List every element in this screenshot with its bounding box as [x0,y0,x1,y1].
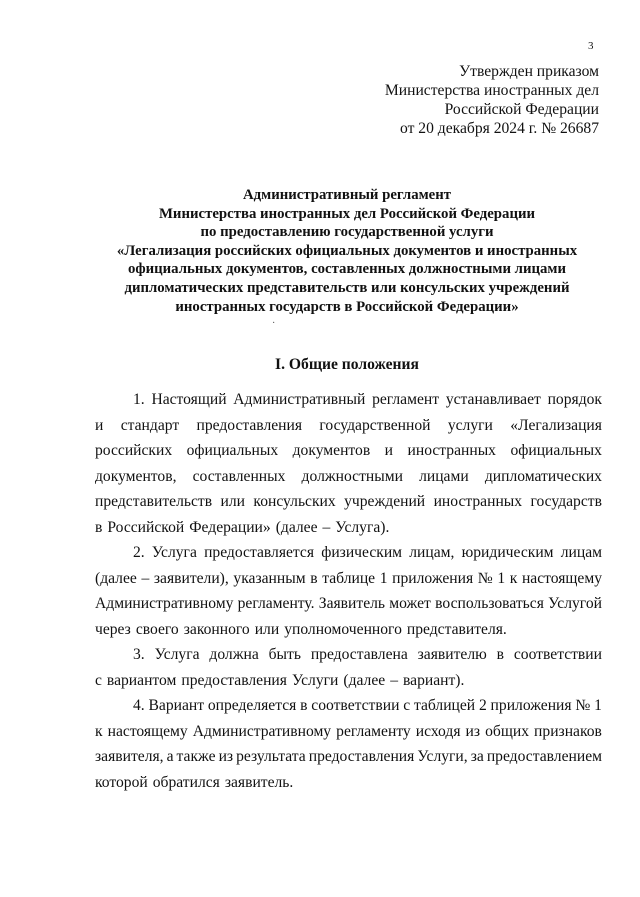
word: лицами [419,467,469,485]
paragraph-line [95,540,602,566]
word: предоставлена [310,646,408,663]
word: а [166,748,174,765]
title-line: иностранных государств в Российской Федерации» [175,298,519,315]
word: регламент [372,391,440,408]
word: 1. [133,391,145,408]
word: из [218,748,234,765]
word: учреждений [344,493,426,510]
word: таблице [322,569,376,587]
word: – [390,671,398,689]
word: предоставления [196,416,303,434]
word: законного [183,620,250,638]
word: указанным [233,569,306,587]
word: услуги [447,416,493,434]
word: иностранных [433,493,523,510]
word: заявителя, [95,748,164,765]
title-line: дипломатических представительств или консульских учреждений [124,279,570,296]
word: регламенту [336,722,411,740]
word: лицам, [409,544,455,561]
word: признаков [534,722,602,740]
paragraph-2 [95,540,602,642]
word: составленных [192,467,286,485]
word: 1 [497,569,506,587]
word: Административному [192,722,332,740]
word: 2 [478,697,487,714]
approval-line: от 20 декабря 2024 г. № 26687 [400,120,599,137]
title-line: по предоставлению государственной услуги [200,224,494,241]
word: Российской [107,518,185,536]
paragraph-line [95,693,602,719]
approval-line: Утвержден приказом [459,63,599,80]
word: результата [236,748,306,765]
word: государств [530,493,602,510]
word: 1 [594,697,602,714]
word: устанавливает [445,391,541,408]
paragraph-line [95,591,602,617]
word: вариантом [106,671,177,689]
section-heading: I. Общие положения [275,356,419,373]
word: общих [485,722,529,740]
paragraph-line [95,413,602,439]
word: должностными [301,467,403,485]
word: (далее [275,518,318,536]
paragraph-line [95,566,602,592]
word: уполномоченного [284,620,402,638]
word: настоящему [107,722,188,740]
word: может [389,595,431,612]
title-line: официальных документов, составленных должностными лицами [127,261,567,278]
paragraph-line [95,642,602,668]
word: иностранных [407,442,496,459]
word: – [322,518,331,536]
word: заявителю [417,646,487,663]
word: Услуги [291,671,339,689]
paragraph-line [95,515,602,541]
paragraph-4 [95,693,602,795]
word: определяется [207,697,297,714]
paragraph-3 [95,642,602,693]
paragraph-line [95,668,602,694]
word: своего [135,620,179,638]
word: Вариант [148,697,205,714]
word: представительств [95,493,213,510]
word: 1 [379,569,388,587]
word: и [384,442,394,459]
word: вариант). [402,671,465,689]
paragraph-line [95,770,602,796]
page-number: 3 [588,40,594,52]
word: также [176,748,216,765]
document-title [92,186,602,316]
word: официальных [186,442,279,459]
word: порядок [547,391,602,408]
word: представителя. [406,620,507,638]
title-line: «Легализация российских официальных документов и иностранных [116,242,578,259]
word: соответствии [311,697,400,714]
word: таблицей [413,697,476,714]
word: Услугой [548,595,602,612]
word: российских [95,442,173,459]
stray-mark: · [272,318,276,329]
word: дипломатических [484,467,602,485]
paragraph-line [95,387,602,413]
word: и [95,416,104,434]
word: Услуга). [335,518,390,536]
word: к [95,722,103,740]
word: предоставления [181,671,287,689]
word: настоящему [521,569,602,587]
word: официальных [510,442,602,459]
title-line: Административный регламент [242,187,452,203]
word: в [496,646,505,663]
word: стандарт [120,416,180,434]
word: консульских [253,493,336,510]
word: – [141,569,150,587]
word: лицам [560,544,602,561]
paragraph-line [95,719,602,745]
word: Заявитель [318,595,386,612]
word: «Легализация [510,416,602,434]
word: приложения [490,697,572,714]
word: предоставляется [204,544,315,561]
word: в [300,697,308,714]
word: к [509,569,518,587]
word: должна [209,646,259,663]
word: Услуга [154,646,200,663]
word: которой [95,773,148,791]
word: или [254,620,280,638]
paragraph-line [95,617,602,643]
word: физическим [321,544,403,561]
word: воспользоваться [435,595,544,612]
paragraph-line [95,744,602,770]
word: в [310,569,318,587]
word: предоставления [308,748,415,765]
word: Услуги, [417,748,468,765]
word: соответствии [513,646,602,663]
word: с [95,671,102,689]
word: юридическим [461,544,554,561]
word: регламенту. [237,595,315,612]
word: исходя [415,722,461,740]
word: за [470,748,484,765]
word: 3. [133,646,145,663]
word: заявитель. [224,773,294,791]
approval-line: Российской Федерации [444,101,599,118]
paragraph-line [95,438,602,464]
approval-line: Министерства иностранных дел [384,82,599,99]
word: (далее [95,569,137,587]
word: Услуга [151,544,197,561]
approval-stamp [385,62,599,138]
word: (далее [343,671,386,689]
word: в [95,518,103,536]
paragraph-line [95,489,602,515]
word: государственной [319,416,431,434]
word: через [95,620,131,638]
word: 4. [133,697,145,714]
paragraph-1 [95,387,602,540]
word: документов, [95,467,177,485]
word: обратился [152,773,220,791]
word: документов [292,442,371,459]
word: № [575,697,591,714]
word: Федерации» [189,518,271,536]
word: № [477,569,493,587]
word: заявители), [153,569,229,587]
title-line: Министерства иностранных дел Российской Федерации [158,205,536,222]
paragraph-line [95,464,602,490]
word: Административному [95,595,234,612]
word: или [220,493,245,510]
word: предоставлением [486,748,602,765]
word: Административный [233,391,366,408]
word: приложения [392,569,474,587]
word: Настоящий [151,391,227,408]
word: 2. [133,544,145,561]
word: с [403,697,411,714]
word: быть [268,646,301,663]
word: из [465,722,481,740]
